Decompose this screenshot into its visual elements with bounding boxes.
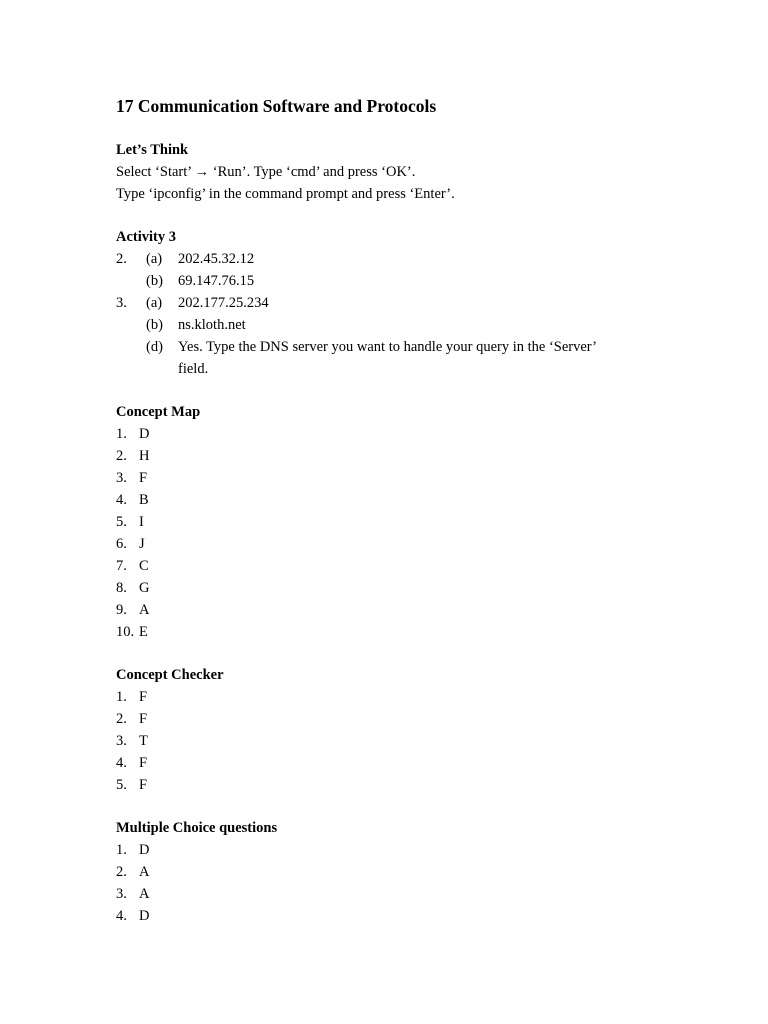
question-2-number: 2.: [116, 251, 127, 267]
concept-checker-item-number: 1.: [116, 689, 127, 705]
concept-map-item-answer: I: [139, 514, 144, 530]
mcq-item-answer: D: [139, 842, 150, 858]
question-3d-answer-line-2: field.: [178, 361, 209, 377]
concept-map-item-answer: F: [139, 470, 148, 486]
concept-checker-item-number: 4.: [116, 755, 127, 771]
concept-checker-item-answer: F: [139, 777, 148, 793]
question-3d-answer-line-1: Yes. Type the DNS server you want to handle your query in the ‘Server’: [178, 339, 597, 355]
concept-map-item-number: 10.: [116, 624, 135, 640]
question-3-number: 3.: [116, 295, 127, 311]
concept-checker-heading: Concept Checker: [116, 667, 224, 683]
concept-map-item-number: 5.: [116, 514, 127, 530]
concept-map-item-number: 9.: [116, 602, 127, 618]
mcq-item-answer: D: [139, 908, 150, 924]
concept-map-item-answer: B: [139, 492, 149, 508]
question-3b-label: (b): [146, 317, 163, 333]
concept-map-item-number: 6.: [116, 536, 127, 552]
concept-checker-item-answer: T: [139, 733, 148, 749]
concept-map-item-number: 3.: [116, 470, 127, 486]
lets-think-heading: Let’s Think: [116, 142, 189, 158]
mcq-heading: Multiple Choice questions: [116, 820, 278, 836]
concept-map-item-answer: J: [139, 536, 145, 552]
concept-checker-item-answer: F: [139, 689, 148, 705]
question-3d-label: (d): [146, 339, 163, 355]
concept-map-item-answer: D: [139, 426, 150, 442]
mcq-item-number: 4.: [116, 908, 127, 924]
concept-map-item-number: 1.: [116, 426, 127, 442]
concept-checker-item-answer: F: [139, 711, 148, 727]
lets-think-line-1: Select ‘Start’ → ‘Run’. Type ‘cmd’ and press ‘OK’.: [116, 164, 416, 180]
concept-map-item-number: 7.: [116, 558, 127, 574]
concept-map-heading: Concept Map: [116, 404, 201, 420]
mcq-item-number: 2.: [116, 864, 127, 880]
concept-map-item-answer: G: [139, 580, 150, 596]
question-2a-answer: 202.45.32.12: [178, 251, 255, 267]
concept-checker-item-answer: F: [139, 755, 148, 771]
mcq-item-number: 1.: [116, 842, 127, 858]
concept-map-item-number: 2.: [116, 448, 127, 464]
page-title: 17 Communication Software and Protocols: [116, 96, 437, 116]
concept-map-item-answer: C: [139, 558, 149, 574]
question-3a-answer: 202.177.25.234: [178, 295, 269, 311]
question-2a-label: (a): [146, 251, 163, 267]
mcq-item-number: 3.: [116, 886, 127, 902]
question-3b-answer: ns.kloth.net: [178, 317, 246, 333]
activity-3-heading: Activity 3: [116, 229, 176, 245]
concept-checker-item-number: 2.: [116, 711, 127, 727]
question-2b-answer: 69.147.76.15: [178, 273, 255, 289]
question-3a-label: (a): [146, 295, 163, 311]
mcq-item-answer: A: [139, 864, 150, 880]
concept-map-item-number: 8.: [116, 580, 127, 596]
concept-checker-item-number: 3.: [116, 733, 127, 749]
mcq-item-answer: A: [139, 886, 150, 902]
concept-map-item-answer: A: [139, 602, 150, 618]
concept-checker-item-number: 5.: [116, 777, 127, 793]
question-2b-label: (b): [146, 273, 163, 289]
concept-map-item-answer: H: [139, 448, 150, 464]
concept-map-item-answer: E: [139, 624, 148, 640]
lets-think-line-2: Type ‘ipconfig’ in the command prompt and press ‘Enter’.: [116, 186, 455, 202]
concept-map-item-number: 4.: [116, 492, 127, 508]
